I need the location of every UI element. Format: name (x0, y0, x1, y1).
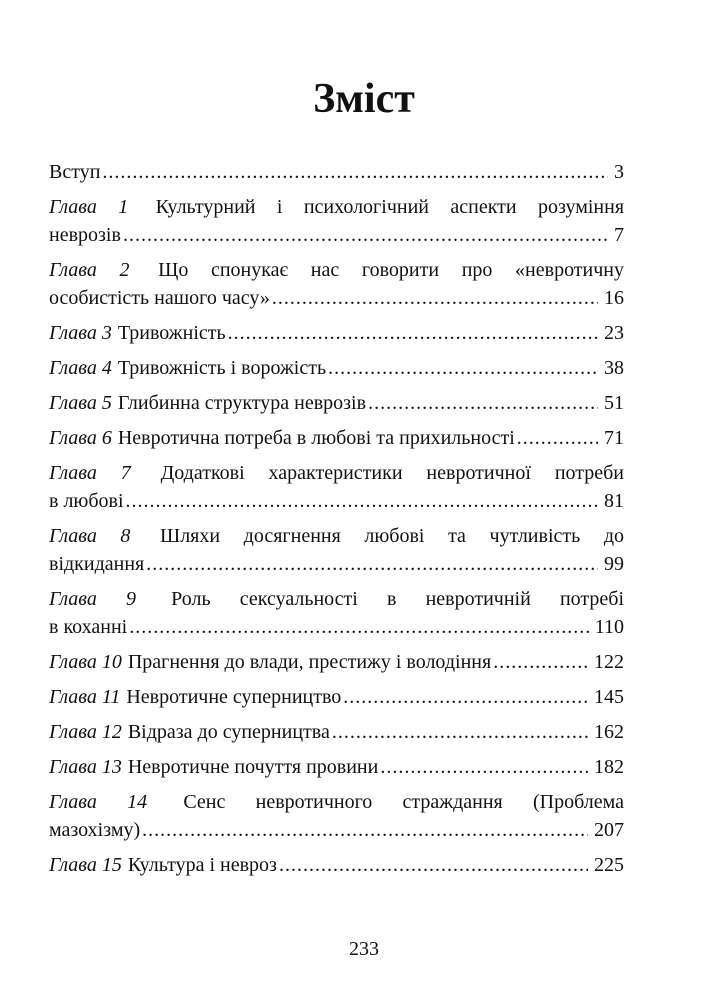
dot-leader (279, 851, 588, 879)
toc-entry-text: Культурний і психологічний аспекти розуміння (155, 196, 625, 218)
toc-page-number: 207 (594, 819, 624, 841)
toc-entry-text: Сенс невротичного страждання (Проблема (183, 791, 625, 813)
toc-chapter-label: Глава 13 (49, 756, 122, 778)
toc-entry-text: Невротичне суперництво (126, 686, 342, 708)
toc-chapter-label: Глава 12 (49, 721, 122, 743)
toc-entry-text: Культура і невроз (127, 854, 277, 876)
toc-entry-chapter-1 (49, 193, 624, 249)
dot-leader (332, 718, 588, 746)
toc-chapter-label: Глава 3 (49, 322, 112, 344)
toc-entry-text: Глибинна структура неврозів (117, 392, 367, 414)
toc-entry-chapter-3 (49, 319, 624, 347)
table-of-contents (49, 158, 624, 886)
page-number: 233 (349, 938, 379, 960)
toc-page-number: 23 (604, 322, 624, 344)
toc-entry-chapter-2 (49, 256, 624, 312)
dot-leader (343, 683, 588, 711)
toc-entry-chapter-5 (49, 389, 624, 417)
toc-entry-chapter-13 (49, 753, 624, 781)
toc-entry-chapter-12 (49, 718, 624, 746)
dot-leader (126, 487, 598, 515)
toc-page-number: 71 (604, 427, 624, 449)
toc-entry-chapter-4 (49, 354, 624, 382)
toc-entry-text: Невротичне почуття провини (127, 756, 379, 778)
dot-leader (228, 319, 598, 347)
toc-entry-text: Прагнення до влади, престижу і володіння (127, 651, 492, 673)
toc-entry-text: Відраза до суперництва (127, 721, 330, 743)
toc-page-number: 99 (604, 553, 624, 575)
toc-entry-chapter-7 (49, 459, 624, 515)
dot-leader (102, 158, 608, 186)
dot-leader (129, 613, 589, 641)
toc-entry-chapter-9 (49, 585, 624, 641)
dot-leader (328, 354, 598, 382)
toc-entry-text: Тривожність і ворожість (117, 357, 327, 379)
toc-entry-chapter-11 (49, 683, 624, 711)
toc-entry-text-cont: неврозів (49, 224, 121, 246)
toc-chapter-label: Глава 15 (49, 854, 122, 876)
toc-entry-text: Вступ (49, 161, 101, 183)
toc-page-number: 16 (604, 287, 624, 309)
toc-entry-text-cont: мазохізму) (49, 819, 141, 841)
toc-page-number: 182 (594, 756, 624, 778)
toc-chapter-label: Глава 1 (49, 196, 129, 218)
toc-page-number: 38 (604, 357, 624, 379)
dot-leader (272, 284, 598, 312)
toc-chapter-label: Глава 2 (49, 259, 130, 281)
toc-entry-chapter-8 (49, 522, 624, 578)
dot-leader (146, 550, 598, 578)
toc-page-number: 122 (594, 651, 624, 673)
toc-entry-text: Роль сексуальності в невротичній потребі (171, 588, 625, 610)
toc-page-number: 145 (594, 686, 624, 708)
dot-leader (380, 753, 588, 781)
toc-chapter-label: Глава 4 (49, 357, 112, 379)
toc-page-number: 162 (594, 721, 624, 743)
dot-leader (493, 648, 588, 676)
dot-leader (123, 221, 608, 249)
toc-chapter-label: Глава 14 (49, 791, 148, 813)
toc-page-number: 7 (614, 224, 624, 246)
dot-leader (142, 816, 588, 844)
dot-leader (517, 424, 598, 452)
toc-page-number: 110 (594, 616, 624, 638)
page-title: Зміст (313, 76, 415, 122)
toc-entry-text-cont: особистість нашого часу» (49, 287, 270, 309)
toc-page-number: 225 (594, 854, 624, 876)
toc-page-number: 51 (604, 392, 624, 414)
toc-chapter-label: Глава 5 (49, 392, 112, 414)
toc-entry-chapter-10 (49, 648, 624, 676)
toc-entry-text: Що спонукає нас говорити про «невротичну (158, 259, 625, 281)
toc-entry-text-cont: в коханні (49, 616, 128, 638)
toc-entry-text-cont: відкидання (49, 553, 145, 575)
toc-entry-text: Додаткові характеристики невротичної потреби (160, 462, 625, 484)
toc-chapter-label: Глава 10 (49, 651, 122, 673)
toc-chapter-label: Глава 8 (49, 525, 131, 547)
toc-entry-text: Невротична потреба в любові та прихильності (117, 427, 515, 449)
toc-entry-chapter-15 (49, 851, 624, 879)
toc-chapter-label: Глава 11 (49, 686, 121, 708)
dot-leader (368, 389, 598, 417)
toc-entry-text: Тривожність (117, 322, 226, 344)
toc-entry-chapter-6 (49, 424, 624, 452)
toc-chapter-label: Глава 9 (49, 588, 136, 610)
toc-entry-intro (49, 158, 624, 186)
toc-entry-text: Шляхи досягнення любові та чутливість до (160, 525, 625, 547)
toc-page-number: 81 (604, 490, 624, 512)
toc-chapter-label: Глава 7 (49, 462, 131, 484)
toc-chapter-label: Глава 6 (49, 427, 112, 449)
toc-page-number: 3 (614, 161, 624, 183)
toc-entry-chapter-14 (49, 788, 624, 844)
toc-entry-text-cont: в любові (49, 490, 124, 512)
